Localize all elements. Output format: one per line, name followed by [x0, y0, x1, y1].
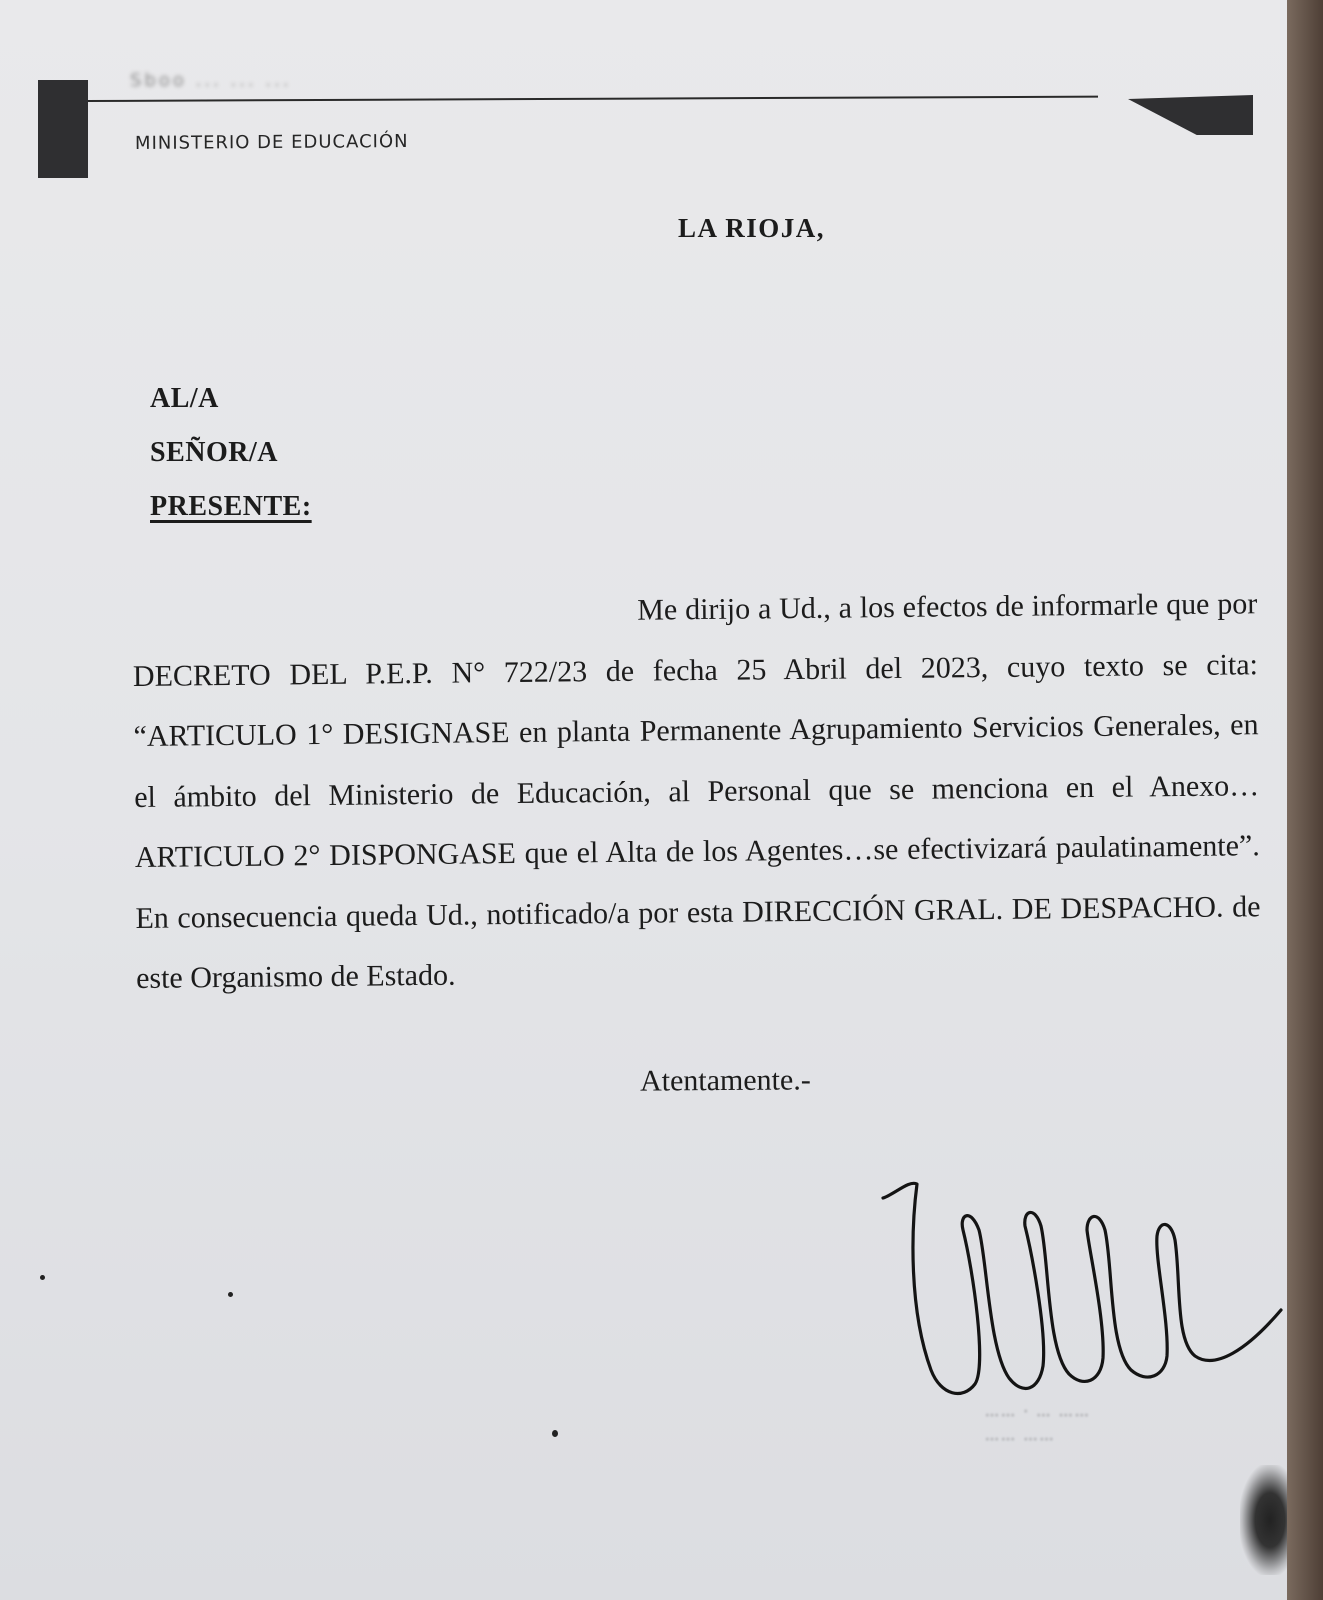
speck: [40, 1275, 45, 1280]
addressee-line-1: AL/A: [150, 383, 219, 414]
header-bar-left: [38, 80, 88, 178]
ministry-name: MINISTERIO DE EDUCACIÓN: [134, 131, 409, 154]
body-paragraph: [132, 574, 1261, 1009]
place-line: LA RIOJA,: [678, 213, 826, 243]
table-edge: [1287, 0, 1323, 1600]
header-bar-right: [1128, 95, 1253, 135]
signature-stamp-text: …… · … …… …… ……: [985, 1404, 1091, 1444]
addressee-line-2: SEÑOR/A: [150, 437, 278, 468]
body-text: Me dirijo a Ud., a los efectos de informarle que por DECRETO DEL P.E.P. N° 722/23 de fecha 25 Abril del 2023, cuyo texto se cita: “ARTICULO 1° DESIGNASE en planta Permanente Agrupamiento Servicios Generales, en el ámbito del Ministerio de Educación, al Personal que se menciona en el Anexo…ARTICULO 2° DISPONGASE que el Alta de los Agentes…se efectivizará paulatinamente”. En consecuencia queda Ud., notificado/a por esta DIRECCIÓN GRAL. DE DESPACHO. de este Organismo de Estado.: [132, 587, 1261, 995]
addressee-line-3: PRESENTE:: [150, 491, 312, 522]
speck: [552, 1430, 558, 1437]
closing: Atentamente.-: [639, 1063, 811, 1098]
signature: [875, 1170, 1290, 1430]
speck: [228, 1292, 233, 1297]
header-blurred-text: Sboo ... ... ...: [130, 70, 292, 91]
ink-spot: [1240, 1465, 1290, 1575]
